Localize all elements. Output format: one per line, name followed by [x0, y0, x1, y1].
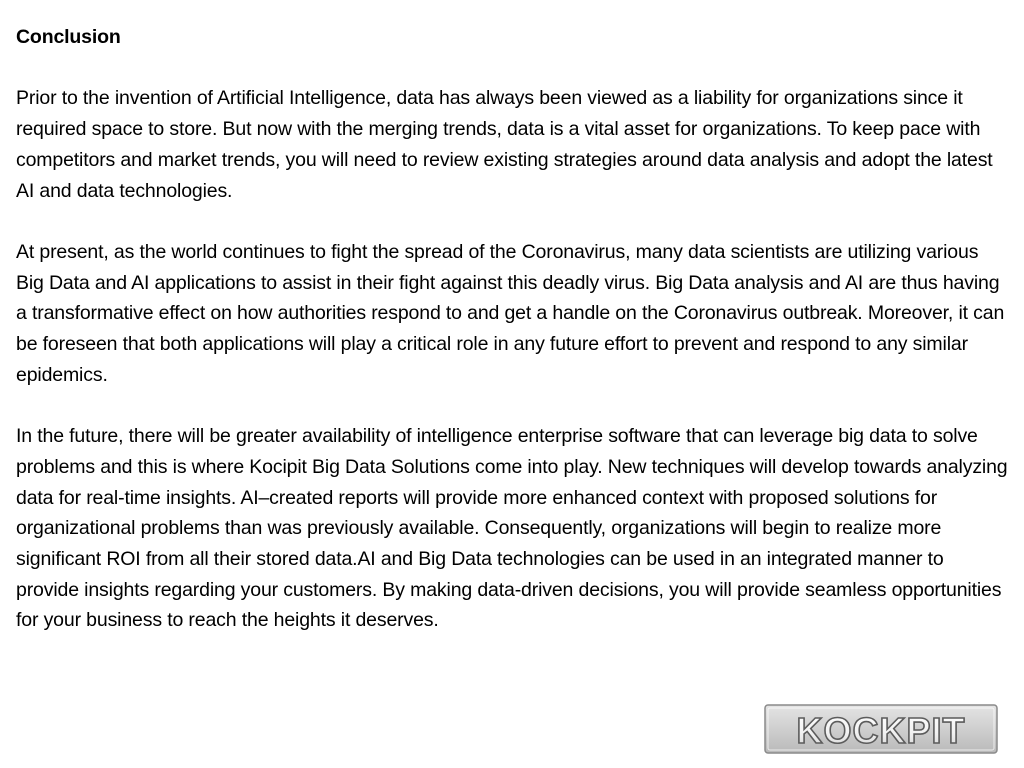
document-body — [16, 22, 1011, 636]
paragraph-intro: Prior to the invention of Artificial Intelligence, data has always been viewed as a liability for organizations since it required space to store. But now with the merging trends, data is a vital asset for organizations. To keep pace with competitors and market trends, you will need to review existing strategies around data analysis and adopt the latest AI and data technologies. — [16, 87, 993, 202]
logo-text: KOCKPIT — [796, 710, 966, 751]
paragraph-coronavirus: At present, as the world continues to fight the spread of the Coronavirus, many data scientists are utilizing various Big Data and AI applications to assist in their fight against this deadly virus. Big Data analysis and AI are thus having a transformative effect on how authorities respond to and get a handle on the Coronavirus outbreak. Moreover, it can be foreseen that both applications will play a critical role in any future effort to prevent and respond to any similar epidemics. — [16, 240, 1005, 386]
kockpit-logo — [764, 704, 998, 754]
kockpit-logo-icon — [764, 704, 998, 754]
paragraph-future: In the future, there will be greater availability of intelligence enterprise software that can leverage big data to solve problems and this is where Kocipit Big Data Solutions come into play. New techniques will develop towards analyzing data for real-time insights. AI–created reports will provide more enhanced context with proposed solutions for organizational problems than was previously available. Consequently, organizations will begin to realize more significant ROI from all their stored data.AI and Big Data technologies can be used in an integrated manner to provide insights regarding your customers. By making data-driven decisions, you will provide seamless opportunities for your business to reach the heights it deserves. — [16, 425, 1008, 632]
section-heading: Conclusion — [16, 26, 121, 48]
